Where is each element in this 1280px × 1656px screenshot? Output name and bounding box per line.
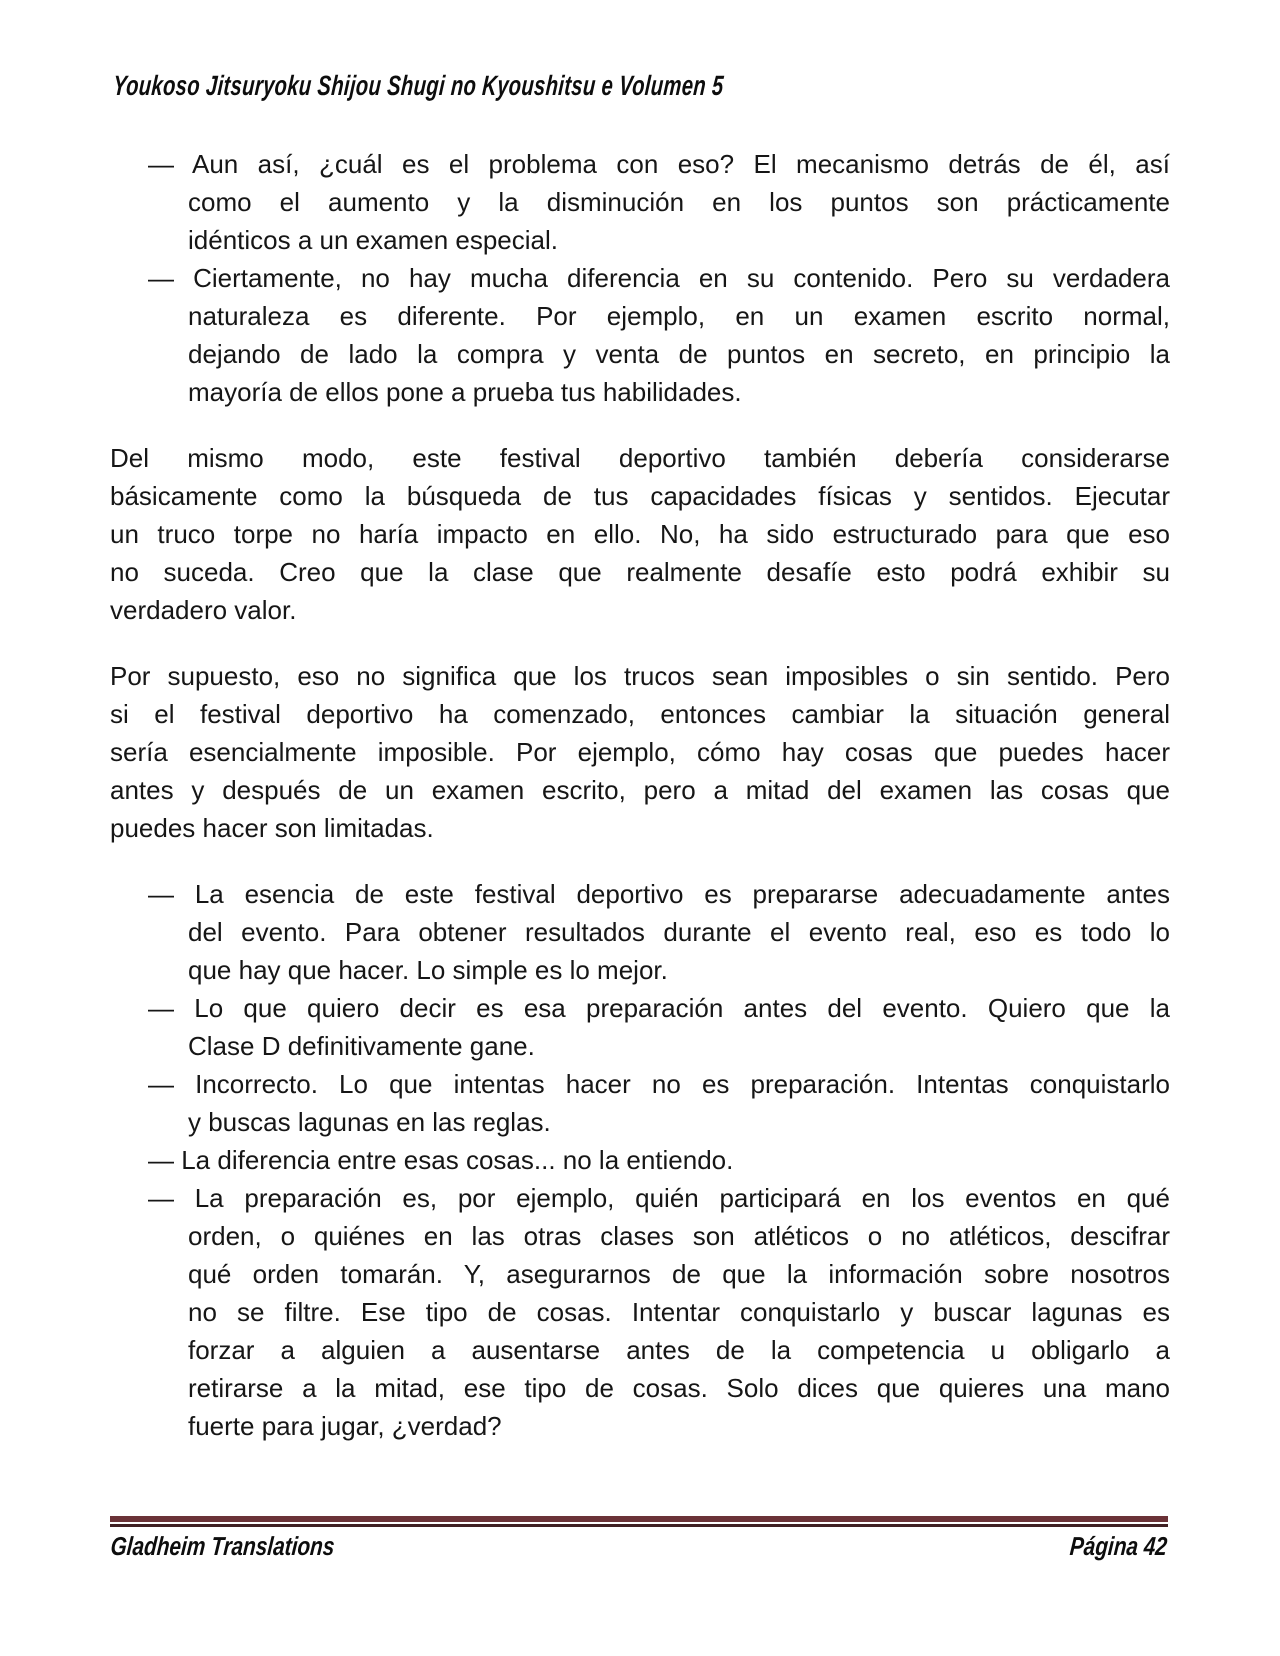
text-line: verdadero valor.	[110, 595, 297, 625]
text-line: dejando de lado la compra y venta de puntos en secreto, en principio la	[188, 339, 1170, 369]
text-line: idénticos a un examen especial.	[188, 225, 559, 255]
footer-page-number: Página 42	[1068, 1531, 1168, 1561]
footer-rule-top-bar	[110, 1516, 1168, 1522]
dialogue-item	[110, 1141, 1170, 1179]
text-line: qué orden tomarán. Y, asegurarnos de que la información sobre nosotros	[188, 1259, 1170, 1289]
footer-rule	[110, 1516, 1168, 1527]
paragraph	[110, 657, 1170, 847]
text-line: — La esencia de este festival deportivo es prepararse adecuadamente antes	[148, 879, 1170, 909]
text-line: retirarse a la mitad, ese tipo de cosas. Solo dices que quieres una mano	[188, 1373, 1170, 1403]
text-line: — La preparación es, por ejemplo, quién participará en los eventos en qué	[148, 1183, 1170, 1213]
dialogue-item	[110, 145, 1170, 259]
text-line: — La diferencia entre esas cosas... no la entiendo.	[148, 1145, 734, 1175]
text-line: fuerte para jugar, ¿verdad?	[188, 1411, 502, 1441]
text-line: puedes hacer son limitadas.	[110, 813, 434, 843]
text-line: Del mismo modo, este festival deportivo también debería considerarse	[110, 443, 1170, 473]
text-line: orden, o quiénes en las otras clases son atléticos o no atléticos, descifrar	[188, 1221, 1170, 1251]
footer-translator-credit: Gladheim Translations	[109, 1531, 336, 1561]
text-line: del evento. Para obtener resultados durante el evento real, eso es todo lo	[188, 917, 1170, 947]
text-line: no se filtre. Ese tipo de cosas. Intentar conquistarlo y buscar lagunas es	[188, 1297, 1170, 1327]
text-line: — Lo que quiero decir es esa preparación antes del evento. Quiero que la	[148, 993, 1170, 1023]
dialogue-item	[110, 259, 1170, 411]
page-header	[112, 70, 960, 102]
paragraph	[110, 439, 1170, 629]
text-line: un truco torpe no haría impacto en ello. No, ha sido estructurado para que eso	[110, 519, 1170, 549]
text-line: y buscas lagunas en las reglas.	[188, 1107, 551, 1137]
text-line: sería esencialmente imposible. Por ejemplo, cómo hay cosas que puedes hacer	[110, 737, 1170, 767]
text-line: como el aumento y la disminución en los puntos son prácticamente	[188, 187, 1170, 217]
text-line: Clase D definitivamente gane.	[188, 1031, 535, 1061]
text-line: — Aun así, ¿cuál es el problema con eso? El mecanismo detrás de él, así	[148, 149, 1170, 179]
text-line: mayoría de ellos pone a prueba tus habilidades.	[188, 377, 742, 407]
text-line: Por supuesto, eso no significa que los trucos sean imposibles o sin sentido. Pero	[110, 661, 1170, 691]
text-line: naturaleza es diferente. Por ejemplo, en un examen escrito normal,	[188, 301, 1170, 331]
text-line: que hay que hacer. Lo simple es lo mejor.	[188, 955, 668, 985]
dialogue-item	[110, 1065, 1170, 1141]
text-line: — Ciertamente, no hay mucha diferencia en su contenido. Pero su verdadera	[148, 263, 1170, 293]
dialogue-item	[110, 1179, 1170, 1445]
page-body	[110, 145, 1170, 1445]
text-line: — Incorrecto. Lo que intentas hacer no es preparación. Intentas conquistarlo	[148, 1069, 1170, 1099]
footer-rule-bottom-bar	[110, 1524, 1168, 1527]
dialogue-item	[110, 875, 1170, 989]
dialogue-item	[110, 989, 1170, 1065]
text-line: antes y después de un examen escrito, pero a mitad del examen las cosas que	[110, 775, 1170, 805]
text-line: no suceda. Creo que la clase que realmente desafíe esto podrá exhibir su	[110, 557, 1170, 587]
text-line: forzar a alguien a ausentarse antes de la competencia u obligarlo a	[188, 1335, 1170, 1365]
text-line: básicamente como la búsqueda de tus capacidades físicas y sentidos. Ejecutar	[110, 481, 1170, 511]
page-header-title: Youkoso Jitsuryoku Shijou Shugi no Kyoushitsu e Volumen 5	[112, 70, 725, 101]
text-line: si el festival deportivo ha comenzado, entonces cambiar la situación general	[110, 699, 1170, 729]
